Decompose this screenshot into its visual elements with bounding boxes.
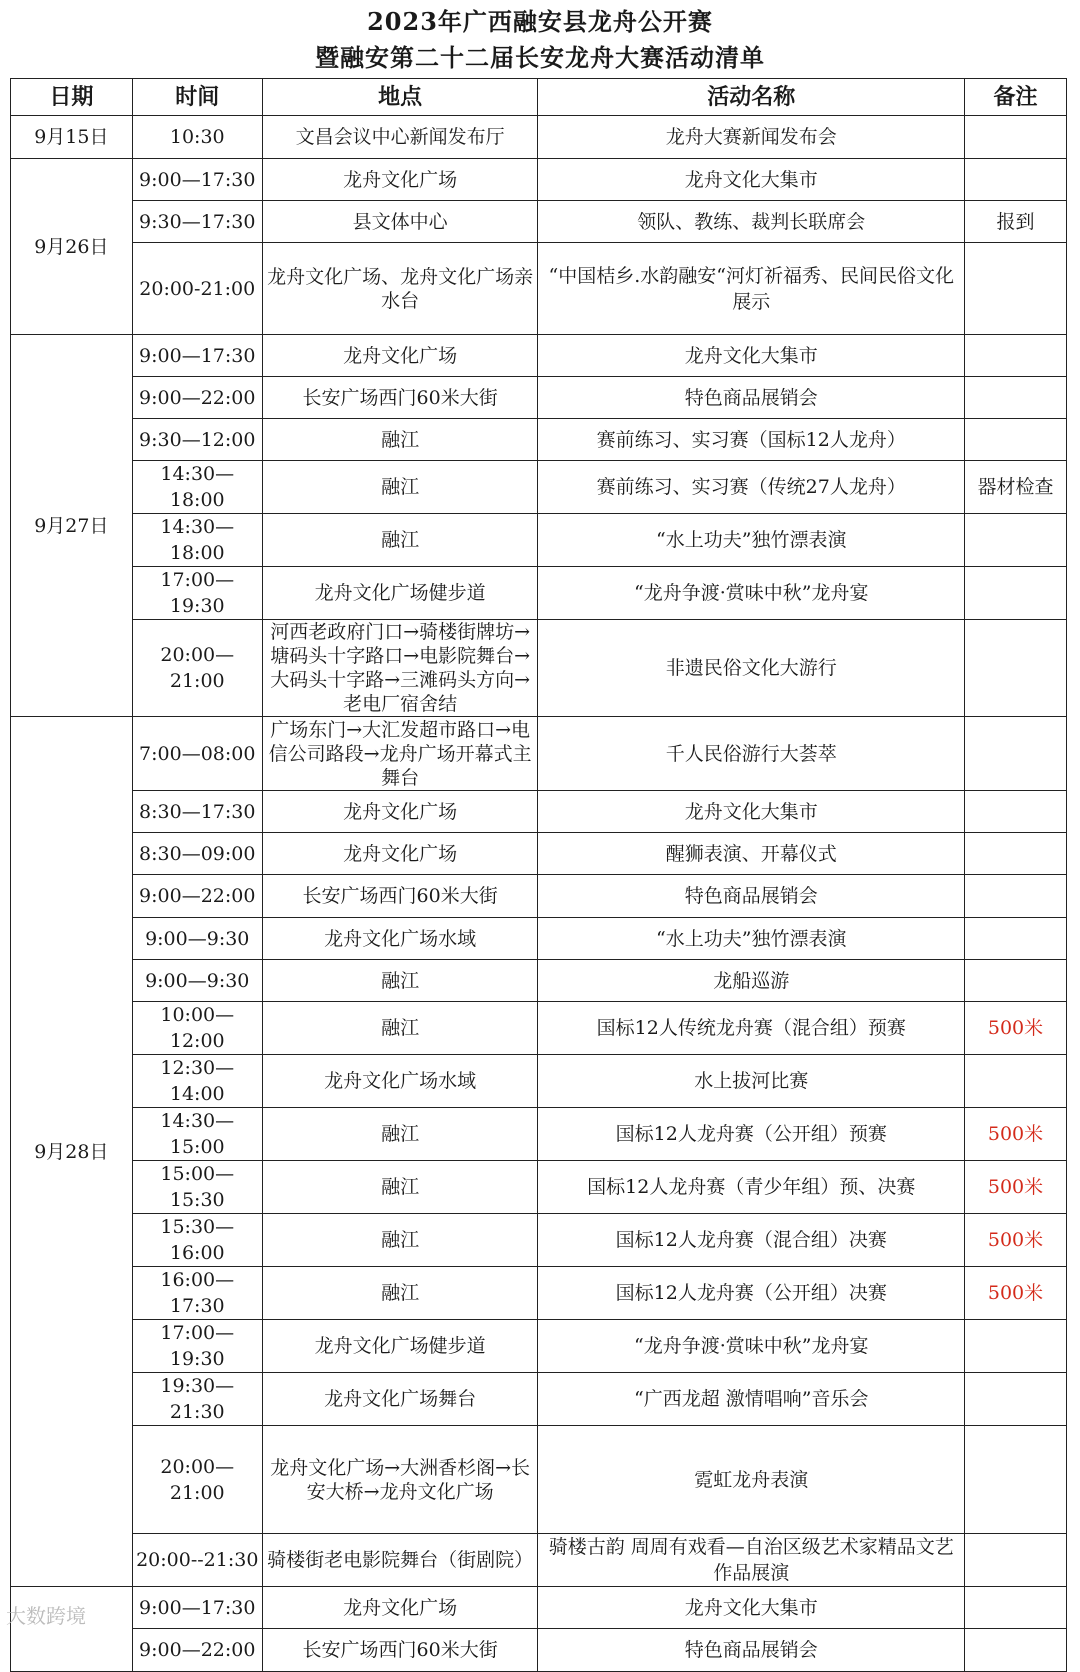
note-cell bbox=[965, 116, 1067, 159]
table-row bbox=[11, 514, 1067, 567]
table-row bbox=[11, 1002, 1067, 1055]
place-cell: 融江 bbox=[262, 1002, 538, 1055]
header-place: 地点 bbox=[262, 79, 538, 116]
event-cell: 霓虹龙舟表演 bbox=[538, 1426, 965, 1534]
page-subtitle: 暨融安第二十二届长安龙舟大赛活动清单 bbox=[315, 43, 765, 72]
event-cell: “中国桔乡.水韵融安“河灯祈福秀、民间民俗文化展示 bbox=[538, 243, 965, 335]
event-cell: “广西龙超 激情唱响”音乐会 bbox=[538, 1373, 965, 1426]
table-row bbox=[11, 960, 1067, 1002]
note-cell bbox=[965, 159, 1067, 201]
note-cell: 500米 bbox=[965, 1002, 1067, 1055]
note-cell bbox=[965, 1587, 1067, 1629]
table-row bbox=[11, 461, 1067, 514]
note-cell bbox=[965, 514, 1067, 567]
place-cell: 文昌会议中心新闻发布厅 bbox=[262, 116, 538, 159]
table-row bbox=[11, 875, 1067, 918]
event-cell: 龙舟文化大集市 bbox=[538, 791, 965, 833]
place-cell: 融江 bbox=[262, 419, 538, 461]
note-cell: 500米 bbox=[965, 1108, 1067, 1161]
event-cell: “龙舟争渡·赏味中秋”龙舟宴 bbox=[538, 567, 965, 620]
place-cell: 龙舟文化广场、龙舟文化广场亲水台 bbox=[262, 243, 538, 335]
note-cell bbox=[965, 377, 1067, 419]
time-cell: 14:30—18:00 bbox=[132, 461, 262, 514]
place-cell: 河西老政府门口→骑楼街牌坊→塘码头十字路口→电影院舞台→大码头十字路→三滩码头方向→老电厂宿舍结 bbox=[262, 620, 538, 717]
event-cell: 特色商品展销会 bbox=[538, 875, 965, 918]
table-row bbox=[11, 377, 1067, 419]
event-cell: 龙舟文化大集市 bbox=[538, 159, 965, 201]
table-row bbox=[11, 1587, 1067, 1629]
event-cell: 赛前练习、实习赛（传统27人龙舟） bbox=[538, 461, 965, 514]
place-cell: 融江 bbox=[262, 1267, 538, 1320]
time-cell: 9:00—22:00 bbox=[132, 1629, 262, 1672]
event-cell: 国标12人龙舟赛（公开组）预赛 bbox=[538, 1108, 965, 1161]
note-cell bbox=[965, 791, 1067, 833]
table-row bbox=[11, 1055, 1067, 1108]
note-cell bbox=[965, 1373, 1067, 1426]
place-cell: 融江 bbox=[262, 960, 538, 1002]
place-cell: 龙舟文化广场 bbox=[262, 1587, 538, 1629]
table-row bbox=[11, 1534, 1067, 1587]
place-cell: 龙舟文化广场 bbox=[262, 833, 538, 875]
place-cell: 融江 bbox=[262, 1108, 538, 1161]
place-cell: 骑楼街老电影院舞台（街剧院） bbox=[262, 1534, 538, 1587]
table-row bbox=[11, 1161, 1067, 1214]
time-cell: 7:00—08:00 bbox=[132, 717, 262, 791]
time-cell: 10:00—12:00 bbox=[132, 1002, 262, 1055]
note-cell bbox=[965, 960, 1067, 1002]
event-cell: 国标12人传统龙舟赛（混合组）预赛 bbox=[538, 1002, 965, 1055]
note-cell: 器材检查 bbox=[965, 461, 1067, 514]
place-cell: 长安广场西门60米大街 bbox=[262, 1629, 538, 1672]
place-cell: 龙舟文化广场健步道 bbox=[262, 1320, 538, 1373]
place-cell: 长安广场西门60米大街 bbox=[262, 875, 538, 918]
place-cell: 融江 bbox=[262, 461, 538, 514]
header-event: 活动名称 bbox=[538, 79, 965, 116]
date-cell: 9月27日 bbox=[11, 335, 133, 717]
event-cell: 特色商品展销会 bbox=[538, 377, 965, 419]
event-cell: 水上拔河比赛 bbox=[538, 1055, 965, 1108]
time-cell: 20:00-21:00 bbox=[132, 243, 262, 335]
place-cell: 龙舟文化广场健步道 bbox=[262, 567, 538, 620]
page-title: 2023年广西融安县龙舟公开赛 bbox=[367, 7, 713, 36]
date-cell: 9月28日 bbox=[11, 717, 133, 1587]
time-cell: 15:00—15:30 bbox=[132, 1161, 262, 1214]
note-cell: 报到 bbox=[965, 201, 1067, 243]
place-cell: 龙舟文化广场 bbox=[262, 791, 538, 833]
place-cell: 龙舟文化广场舞台 bbox=[262, 1373, 538, 1426]
table-row bbox=[11, 1629, 1067, 1672]
table-row bbox=[11, 1214, 1067, 1267]
event-cell: 特色商品展销会 bbox=[538, 1629, 965, 1672]
time-cell: 20:00—21:00 bbox=[132, 620, 262, 717]
table-row bbox=[11, 201, 1067, 243]
table-row bbox=[11, 1320, 1067, 1373]
place-cell: 广场东门→大汇发超市路口→电信公司路段→龙舟广场开幕式主舞台 bbox=[262, 717, 538, 791]
table-row bbox=[11, 116, 1067, 159]
time-cell: 12:30—14:00 bbox=[132, 1055, 262, 1108]
place-cell: 龙舟文化广场 bbox=[262, 159, 538, 201]
place-cell: 融江 bbox=[262, 1214, 538, 1267]
note-cell bbox=[965, 1320, 1067, 1373]
time-cell: 17:00—19:30 bbox=[132, 567, 262, 620]
time-cell: 19:30—21:30 bbox=[132, 1373, 262, 1426]
time-cell: 9:00—17:30 bbox=[132, 335, 262, 377]
event-cell: 领队、教练、裁判长联席会 bbox=[538, 201, 965, 243]
event-cell: “龙舟争渡·赏味中秋”龙舟宴 bbox=[538, 1320, 965, 1373]
note-cell bbox=[965, 419, 1067, 461]
time-cell: 9:00—9:30 bbox=[132, 918, 262, 960]
time-cell: 8:30—17:30 bbox=[132, 791, 262, 833]
header-time: 时间 bbox=[132, 79, 262, 116]
date-cell: 9月26日 bbox=[11, 159, 133, 335]
time-cell: 10:30 bbox=[132, 116, 262, 159]
place-cell: 龙舟文化广场 bbox=[262, 335, 538, 377]
event-cell: “水上功夫”独竹漂表演 bbox=[538, 918, 965, 960]
schedule-table bbox=[10, 78, 1067, 1672]
time-cell: 14:30—18:00 bbox=[132, 514, 262, 567]
time-cell: 9:00—22:00 bbox=[132, 377, 262, 419]
event-cell: 国标12人龙舟赛（青少年组）预、决赛 bbox=[538, 1161, 965, 1214]
time-cell: 9:00—17:30 bbox=[132, 159, 262, 201]
table-row bbox=[11, 1373, 1067, 1426]
table-row bbox=[11, 918, 1067, 960]
time-cell: 20:00—21:00 bbox=[132, 1426, 262, 1534]
event-cell: 龙船巡游 bbox=[538, 960, 965, 1002]
event-cell: “水上功夫”独竹漂表演 bbox=[538, 514, 965, 567]
place-cell: 县文体中心 bbox=[262, 201, 538, 243]
place-cell: 龙舟文化广场水域 bbox=[262, 1055, 538, 1108]
note-cell bbox=[965, 1534, 1067, 1587]
note-cell bbox=[965, 1426, 1067, 1534]
table-row bbox=[11, 1267, 1067, 1320]
event-cell: 国标12人龙舟赛（公开组）决赛 bbox=[538, 1267, 965, 1320]
event-cell: 骑楼古韵 周周有戏看—自治区级艺术家精品文艺作品展演 bbox=[538, 1534, 965, 1587]
table-row bbox=[11, 717, 1067, 791]
note-cell: 500米 bbox=[965, 1214, 1067, 1267]
table-row bbox=[11, 567, 1067, 620]
note-cell: 500米 bbox=[965, 1267, 1067, 1320]
table-row bbox=[11, 1426, 1067, 1534]
header-date: 日期 bbox=[11, 79, 133, 116]
event-cell: 醒狮表演、开幕仪式 bbox=[538, 833, 965, 875]
place-cell: 龙舟文化广场水域 bbox=[262, 918, 538, 960]
table-row bbox=[11, 243, 1067, 335]
note-cell bbox=[965, 243, 1067, 335]
time-cell: 16:00—17:30 bbox=[132, 1267, 262, 1320]
place-cell: 龙舟文化广场→大洲香杉阁→长安大桥→龙舟文化广场 bbox=[262, 1426, 538, 1534]
event-cell: 龙舟文化大集市 bbox=[538, 1587, 965, 1629]
event-cell: 赛前练习、实习赛（国标12人龙舟） bbox=[538, 419, 965, 461]
table-header-row bbox=[11, 79, 1067, 116]
time-cell: 14:30—15:00 bbox=[132, 1108, 262, 1161]
time-cell: 20:00--21:30 bbox=[132, 1534, 262, 1587]
time-cell: 9:00—17:30 bbox=[132, 1587, 262, 1629]
note-cell bbox=[965, 1055, 1067, 1108]
date-cell: 9月15日 bbox=[11, 116, 133, 159]
event-cell: 龙舟大赛新闻发布会 bbox=[538, 116, 965, 159]
note-cell bbox=[965, 918, 1067, 960]
time-cell: 9:00—22:00 bbox=[132, 875, 262, 918]
time-cell: 9:30—12:00 bbox=[132, 419, 262, 461]
time-cell: 9:00—9:30 bbox=[132, 960, 262, 1002]
note-cell: 500米 bbox=[965, 1161, 1067, 1214]
note-cell bbox=[965, 620, 1067, 717]
note-cell bbox=[965, 833, 1067, 875]
time-cell: 9:30—17:30 bbox=[132, 201, 262, 243]
table-row bbox=[11, 791, 1067, 833]
event-cell: 国标12人龙舟赛（混合组）决赛 bbox=[538, 1214, 965, 1267]
time-cell: 15:30—16:00 bbox=[132, 1214, 262, 1267]
watermark: 大数跨境 bbox=[6, 1604, 86, 1628]
table-row bbox=[11, 833, 1067, 875]
table-row bbox=[11, 620, 1067, 717]
place-cell: 融江 bbox=[262, 514, 538, 567]
note-cell bbox=[965, 717, 1067, 791]
note-cell bbox=[965, 1629, 1067, 1672]
event-cell: 非遗民俗文化大游行 bbox=[538, 620, 965, 717]
table-row bbox=[11, 1108, 1067, 1161]
table-row bbox=[11, 419, 1067, 461]
place-cell: 长安广场西门60米大街 bbox=[262, 377, 538, 419]
time-cell: 8:30—09:00 bbox=[132, 833, 262, 875]
note-cell bbox=[965, 875, 1067, 918]
note-cell bbox=[965, 567, 1067, 620]
header-note: 备注 bbox=[965, 79, 1067, 116]
note-cell bbox=[965, 335, 1067, 377]
event-cell: 千人民俗游行大荟萃 bbox=[538, 717, 965, 791]
place-cell: 融江 bbox=[262, 1161, 538, 1214]
table-row bbox=[11, 159, 1067, 201]
event-cell: 龙舟文化大集市 bbox=[538, 335, 965, 377]
table-row bbox=[11, 335, 1067, 377]
time-cell: 17:00—19:30 bbox=[132, 1320, 262, 1373]
